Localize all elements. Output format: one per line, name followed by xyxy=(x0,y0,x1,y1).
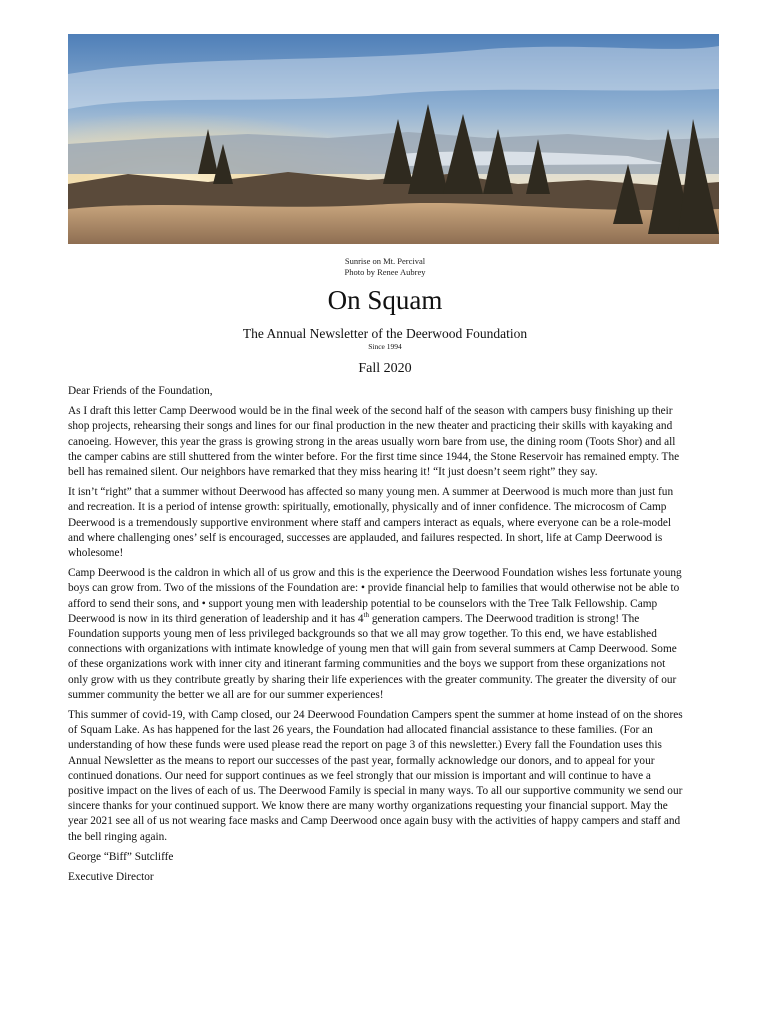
paragraph-3 xyxy=(68,566,684,703)
header-photo xyxy=(68,34,719,244)
director-letter xyxy=(68,384,684,890)
paragraph-4: This summer of covid-19, with Camp closed, our 24 Deerwood Foundation Campers spent the summer at home instead of on the shores of Squam Lake. As has happened for the last 26 years, the Foundation had allocated financial assistance to these families. (For an understanding of how these funds were used please read the report on page 3 of this newsletter.) Every fall the Foundation uses this Annual Newsletter as the means to report our successes of the past year, formally acknowledge our donors, and to appeal for your continued donations. Our need for support continues as we feel strongly that our mission is important and will continue to have a positive impact on the lives of each of us. The Deerwood Family is special in many ways. To all our supportive community we send our sincere thanks for your continued support. We know there are many worthy organizations requesting your financial support. May the year 2021 see all of us not wearing face masks and Camp Deerwood once again busy with the activities of happy campers and staff and the bell ringing again. xyxy=(68,709,683,843)
signer-title: Executive Director xyxy=(68,871,154,884)
signature: George “Biff” Sutcliffe xyxy=(68,850,174,863)
photo-credit: Photo by Renee Aubrey xyxy=(344,267,426,277)
paragraph-3-part-a: Camp Deerwood is the caldron in which all of us grow and this is the experience the Deerwood Foundation wishes less fortunate young boys can grow from. Two of the missions of the Foundation are: • provide financial help to families that would otherwise not be able to afford to send their sons, and • support young men with leadership potential to be counselors with the Tree Talk Fellowship. Camp Deerwood is now in its third generation of leadership and it has 4 xyxy=(68,567,682,625)
newsletter-subtitle: The Annual Newsletter of the Deerwood Foundation xyxy=(242,326,528,341)
issue-season: Fall 2020 xyxy=(358,361,412,376)
since-note: Since 1994 xyxy=(368,342,402,351)
salutation: Dear Friends of the Foundation, xyxy=(68,385,213,397)
paragraph-1: As I draft this letter Camp Deerwood would be in the final week of the second half of the season with campers busy finishing up their shop projects, rehearsing their songs and lines for our final production in the new theater and practicing their skills with kayaking and canoeing. However, this year the grass is growing strong in the areas usually worn bare from use, the dining room (Toots Shor) and all the camper cabins are still shuttered from the winter before. For the first time since 1944, the Stone Reservoir has remained empty. The bell has remained silent. Our neighbors have remarked that they miss hearing it! “It just doesn’t seem right” they say. xyxy=(68,405,680,479)
paragraph-2: It isn’t “right” that a summer without Deerwood has affected so many young men. A summer at Deerwood is much more than just fun and recreation. It is a period of intense growth: spiritually, emotionally, physically and of inner confidence. The microcosm of Camp Deerwood is a tremendously supportive environment where staff and campers interact as equals, where everyone can be a role-model and where challenging ones’ self is encouraged, successes are applauded, and failures respected. In short, life at Camp Deerwood is wholesome! xyxy=(68,486,674,560)
newsletter-title: On Squam xyxy=(327,285,443,315)
paragraph-3-part-b: generation campers. The Deerwood tradition is strong! The Foundation supports young men of less privileged backgrounds so that we all may grow together. To this end, we have established connections with organizations with intimate knowledge of young men that will gain from several summers at Camp Deerwood. Some of these organizations work with inner city and itinerant farming communities and the boys we support from these organizations not only grow with us they contribute greatly by sharing their life experiences with the greater community. The greater the diversity of our summer community the better we all are for our summer experiences! xyxy=(68,612,677,701)
ordinal-suffix: th xyxy=(363,611,369,620)
sunrise-landscape-image xyxy=(68,34,719,244)
photo-caption: Sunrise on Mt. Percival xyxy=(344,256,426,266)
